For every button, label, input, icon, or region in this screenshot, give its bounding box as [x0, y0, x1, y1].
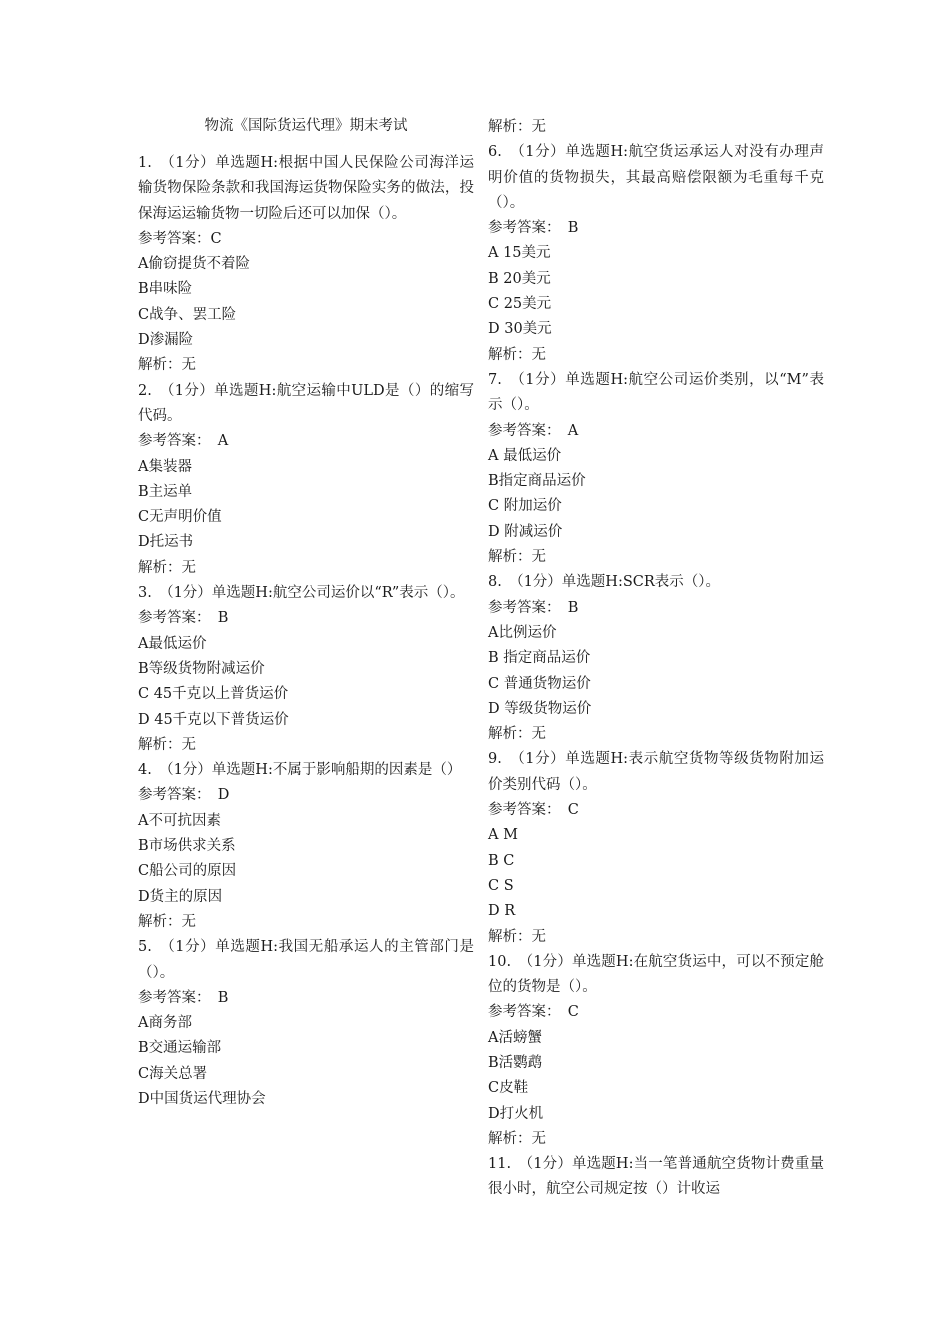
question-text: 11. （1分）单选题H:当一笔普通航空货物计费重量很小时，航空公司规定按（）计收运 [488, 1156, 824, 1198]
analysis-text: 解析：无 [138, 736, 196, 753]
answer-option: B C [488, 852, 515, 869]
question-block [488, 570, 824, 747]
analysis-text: 解析：无 [488, 549, 546, 566]
right-column [488, 115, 824, 1203]
question-block [488, 115, 824, 140]
left-column [138, 115, 474, 1112]
reference-answer: 参考答案： D [138, 787, 230, 804]
analysis-text: 解析：无 [488, 346, 546, 363]
question-text: 9. （1分）单选题H:表示航空货物等级货物附加运价类别代码（）。 [488, 751, 824, 793]
reference-answer: 参考答案：C [138, 230, 222, 247]
reference-answer: 参考答案： B [138, 989, 229, 1006]
reference-answer: 参考答案： B [138, 610, 229, 627]
question-block [138, 581, 474, 758]
answer-option: C船公司的原因 [138, 863, 237, 880]
answer-option: D中国货运代理协会 [138, 1090, 266, 1107]
analysis-text: 解析：无 [138, 913, 196, 930]
reference-answer: 参考答案： A [488, 422, 579, 439]
question-text: 10. （1分）单选题H:在航空货运中，可以不预定舱位的货物是（）。 [488, 953, 824, 996]
answer-option: D 等级货物运价 [488, 700, 592, 717]
analysis-text: 解析：无 [488, 726, 546, 743]
answer-option: D 45千克以下普货运价 [138, 711, 289, 728]
question-text: 4. （1分）单选题H:不属于影响船期的因素是（） [138, 762, 462, 779]
answer-option: B市场供求关系 [138, 838, 236, 855]
answer-option: A最低运价 [138, 635, 207, 652]
answer-option: B交通运输部 [138, 1040, 222, 1057]
answer-option: A偷窃提货不着险 [138, 256, 250, 273]
answer-option: A活螃蟹 [488, 1029, 542, 1046]
exam-title: 物流《国际货运代理》期末考试 [204, 118, 408, 134]
question-block [488, 368, 824, 570]
answer-option: A商务部 [138, 1015, 192, 1032]
reference-answer: 参考答案： C [488, 802, 579, 819]
answer-option: B 20美元 [488, 270, 551, 287]
answer-option: B指定商品运价 [488, 473, 586, 490]
answer-option: B 指定商品运价 [488, 650, 591, 667]
answer-option: C无声明价值 [138, 509, 222, 526]
answer-option: D 30美元 [488, 321, 552, 338]
answer-option: B活鹦鹉 [488, 1054, 543, 1071]
answer-option: A M [488, 827, 518, 844]
answer-option: C 普通货物运价 [488, 675, 591, 692]
answer-option: D渗漏险 [138, 332, 194, 349]
answer-option: A比例运价 [488, 624, 557, 641]
question-text: 8. （1分）单选题H:SCR表示（）。 [488, 574, 721, 591]
question-text: 1. （1分）单选题H:根据中国人民保险公司海洋运输货物保险条款和我国海运货物保险实务的做法，投保海运运输货物一切险后还可以加保（）。 [138, 155, 474, 222]
answer-option: D货主的原因 [138, 888, 223, 905]
reference-answer: 参考答案： C [488, 1004, 579, 1021]
answer-option: C战争、罢工险 [138, 306, 237, 323]
answer-option: D托运书 [138, 534, 194, 551]
question-block [138, 151, 474, 379]
answer-option: C海关总署 [138, 1065, 208, 1082]
question-text: 2. （1分）单选题H:航空运输中ULD是（）的缩写代码。 [138, 382, 474, 424]
question-block [488, 747, 824, 949]
answer-option: C 附加运价 [488, 498, 562, 515]
question-text: 7. （1分）单选题H:航空公司运价类别，以“M”表示（）。 [488, 371, 824, 414]
answer-option: C皮鞋 [488, 1080, 529, 1097]
answer-option: B等级货物附减运价 [138, 660, 265, 677]
answer-option: B主运单 [138, 483, 193, 500]
answer-option: D 附减运价 [488, 523, 563, 540]
reference-answer: 参考答案： B [488, 220, 579, 237]
question-block [488, 950, 824, 1152]
analysis-text: 解析：无 [138, 357, 196, 374]
answer-option: B串味险 [138, 281, 193, 298]
answer-option: D打火机 [488, 1105, 544, 1122]
answer-option: C 45千克以上普货运价 [138, 686, 289, 703]
analysis-text: 解析：无 [488, 119, 546, 135]
answer-option: A 15美元 [488, 245, 551, 262]
analysis-text: 解析：无 [138, 559, 196, 576]
question-text: 5. （1分）单选题H:我国无船承运人的主管部门是（）。 [138, 939, 474, 981]
answer-option: A 最低运价 [488, 447, 562, 464]
question-text: 6. （1分）单选题H:航空货运承运人对没有办理声明价值的货物损失，其最高赔偿限额为毛重每千克（）。 [488, 144, 824, 211]
question-block [488, 1152, 824, 1203]
analysis-text: 解析：无 [488, 928, 546, 945]
answer-option: A不可抗因素 [138, 812, 221, 829]
answer-option: C 25美元 [488, 296, 552, 313]
answer-option: D R [488, 903, 516, 920]
question-text: 3. （1分）单选题H:航空公司运价以“R”表示（）。 [138, 585, 465, 602]
question-block [138, 935, 474, 1112]
analysis-text: 解析：无 [488, 1130, 546, 1147]
reference-answer: 参考答案： A [138, 433, 229, 450]
reference-answer: 参考答案： B [488, 599, 579, 616]
question-block [488, 140, 824, 368]
question-block [138, 379, 474, 581]
answer-option: A集装器 [138, 458, 192, 475]
answer-option: C S [488, 877, 514, 894]
question-block [138, 758, 474, 935]
